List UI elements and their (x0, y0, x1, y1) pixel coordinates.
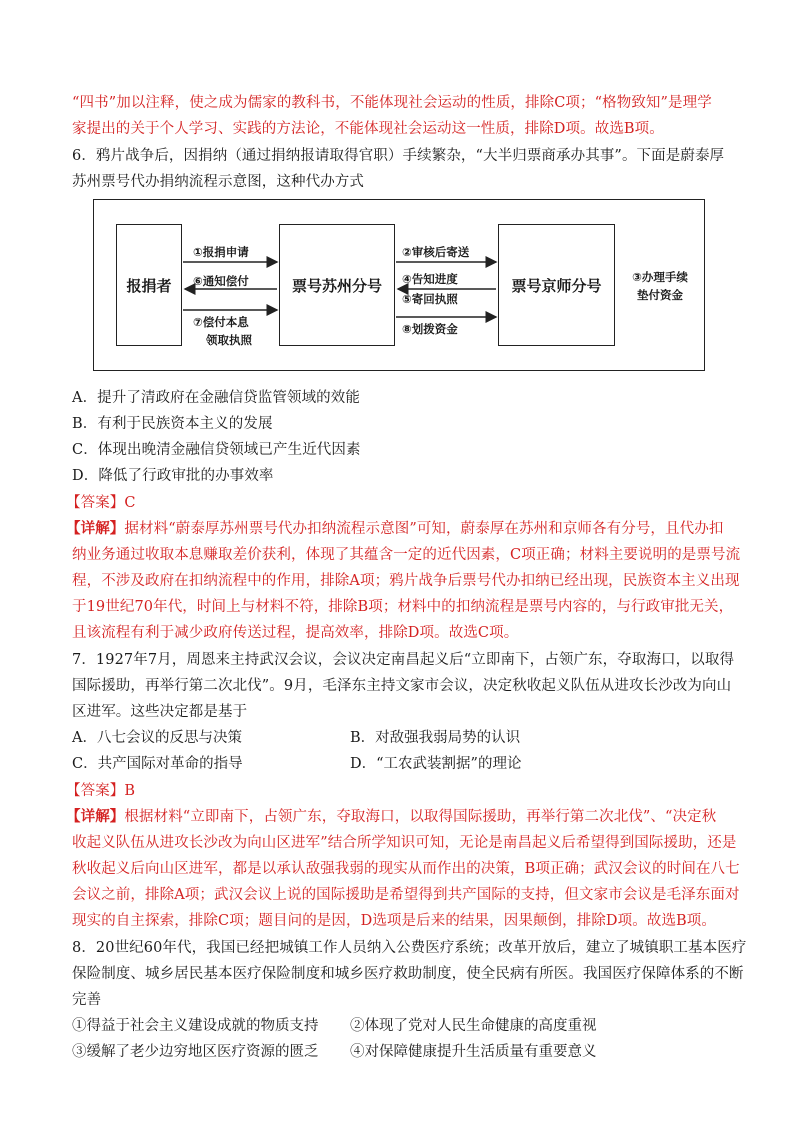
q6-option-c: C．体现出晚清金融信贷领域已产生近代因素 (72, 442, 361, 458)
q8-item-1: ①得益于社会主义建设成就的物质支持 (72, 1018, 319, 1034)
q8-stem-line-2: 保险制度、城乡居民基本医疗保险制度和城乡医疗救助制度，使全民病有所医。我国医疗保障体系的不断 (72, 966, 744, 982)
q6-option-a: A．提升了清政府在金融信贷监管领域的效能 (72, 390, 360, 406)
q7-detail-tag: 【详解】 (66, 808, 125, 825)
q7-detail-line-2: 收起义队伍从进攻长沙改为向山区进军”结合所学知识可知，无论是南昌起义后希望得到国际援助，还是 (72, 835, 737, 851)
q6-detail-text-1: 据材料“蔚泰厚苏州票号代办扣纳流程示意图”可知，蔚泰厚在苏州和京师各有分号，且代办扣 (124, 521, 724, 537)
box-suzhou-branch: 票号苏州分号 (279, 224, 395, 346)
q7-detail-line-3: 秋收起义后向山区进军，都是以承认敌强我弱的现实从而作出的决策，B项正确；武汉会议的时间在八七 (72, 861, 740, 877)
q6-detail-tag: 【详解】 (66, 520, 125, 537)
flow-arrows (94, 200, 706, 372)
q7-option-b: B．对敌强我弱局势的认识 (350, 730, 521, 746)
q6-option-b: B．有利于民族资本主义的发展 (72, 416, 273, 432)
q7-stem-line-3: 区进军。这些决定都是基于 (72, 704, 248, 720)
q6-detail-line-4: 于19世纪70年代，时间上与材料不符，排除B项；材料中的扣纳流程是票号内容的，与行政审批无关， (72, 599, 734, 615)
q7-stem-line-1: 7．1927年7月，周恩来主持武汉会议，会议决定南昌起义后“立即南下，占领广东，夺取海口，以取得 (72, 652, 735, 668)
q7-detail-line-1 (66, 804, 716, 830)
q7-answer: 【答案】B (66, 783, 136, 799)
label-step1: ①报捐申请 (193, 245, 249, 259)
q8-item-2: ②体现了党对人民生命健康的高度重视 (350, 1018, 597, 1034)
label-step2: ②审核后寄送 (402, 245, 470, 259)
q8-item-3: ③缓解了老少边穷地区医疗资源的匮乏 (72, 1044, 319, 1060)
q6-detail-line-3: 程，不涉及政府在扣纳流程中的作用，排除A项；鸦片战争后票号代办扣纳已经出现，民族资本主义出现 (72, 573, 740, 589)
label-step3-line1: ③办理手续 (632, 270, 688, 284)
q6-detail-line-2: 纳业务通过收取本息赚取差价获利，体现了其蕴含一定的近代因素，C项正确；材料主要说明的是票号流 (72, 547, 741, 563)
q8-stem-line-3: 完善 (72, 992, 102, 1008)
q7-option-a: A．八七会议的反思与决策 (72, 730, 242, 746)
box-jingshi-branch: 票号京师分号 (498, 224, 615, 346)
q5-explanation-line-2: 家提出的关于个人学习、实践的方法论，不能体现社会运动这一性质，排除D项。故选B项。 (72, 121, 664, 137)
q6-stem-line-1: 6．鸦片战争后，因捐纳（通过捐纳报请取得官职）手续繁杂，“大半归票商承办其事”。下面是蔚泰厚 (72, 148, 725, 164)
q7-option-c: C．共产国际对革命的指导 (72, 756, 243, 772)
q6-detail-line-5: 且该流程有利于减少政府传送过程，提高效率，排除D项。故选C项。 (72, 625, 519, 641)
q7-stem-line-2: 国际援助，再举行第二次北伐”。9月，毛泽东主持文家市会议，决定秋收起义队伍从进攻长沙改为向山 (72, 678, 732, 694)
label-step4: ④告知进度 (402, 272, 458, 286)
label-step5: ⑤寄回执照 (402, 292, 458, 306)
q7-detail-line-4: 会议之前，排除A项；武汉会议上说的国际援助是希望得到共产国际的支持，但文家市会议是毛泽东面对 (72, 887, 740, 903)
q6-option-d: D．降低了行政审批的办事效率 (72, 468, 274, 484)
q8-item-4: ④对保障健康提升生活质量有重要意义 (350, 1044, 597, 1060)
q7-option-d: D．“工农武装割据”的理论 (350, 756, 522, 772)
q6-stem-line-2: 苏州票号代办捐纳流程示意图，这种代办方式 (72, 174, 364, 190)
label-step7-line2: 领取执照 (206, 333, 252, 347)
label-step7-line1: ⑦偿付本息 (193, 315, 249, 329)
q5-explanation-line-1: “四书”加以注释，使之成为儒家的教科书，不能体现社会运动的性质，排除C项；“格物致知”是理学 (72, 95, 712, 111)
q6-flow-diagram (93, 199, 705, 371)
q7-detail-line-5: 现实的自主探索，排除C项；题目问的是因，D选项是后来的结果，因果颠倒，排除D项。故选B项。 (72, 913, 716, 929)
q6-detail-line-1 (66, 516, 723, 542)
label-step6: ⑥通知偿付 (193, 274, 249, 288)
label-step8: ⑧划拨资金 (402, 322, 458, 336)
q8-stem-line-1: 8．20世纪60年代，我国已经把城镇工作人员纳入公费医疗系统；改革开放后，建立了城镇职工基本医疗 (72, 940, 747, 956)
box-applicant: 报捐者 (116, 224, 182, 346)
label-step3-line2: 垫付资金 (637, 288, 683, 302)
label-step3 (620, 268, 700, 304)
q6-answer: 【答案】C (66, 495, 136, 511)
q7-detail-text-1: 根据材料“立即南下，占领广东，夺取海口，以取得国际援助，再举行第二次北伐”、“决定秋 (124, 809, 717, 825)
